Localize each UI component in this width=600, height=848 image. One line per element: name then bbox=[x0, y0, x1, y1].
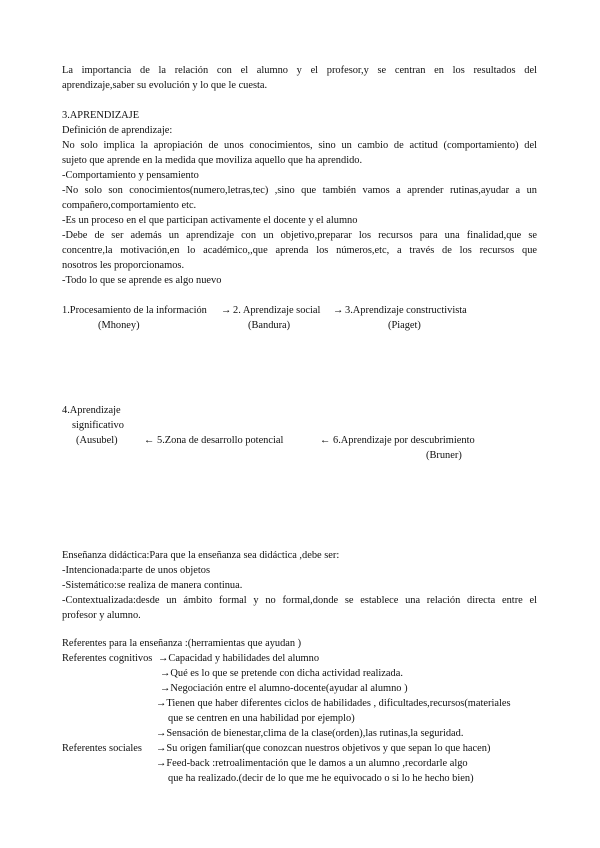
didactic-point-1: -Intencionada:parte de unos objetos bbox=[62, 565, 211, 576]
definition-line-5a: -Debe de ser además un aprendizaje con un objetivo,preparar los recursos para una finalidad,que se bbox=[62, 230, 537, 241]
didactic-intro: Enseñanza didáctica:Para que la enseñanza sea didáctica ,debe ser: bbox=[62, 550, 340, 561]
social-referents-label: Referentes sociales bbox=[62, 743, 142, 754]
arrow-left-icon: ← bbox=[320, 435, 331, 446]
section-heading: 3.APRENDIZAJE bbox=[62, 110, 140, 121]
theory-2-author: (Bandura) bbox=[248, 320, 291, 331]
theory-5-label: 5.Zona de desarrollo potencial bbox=[157, 435, 284, 446]
intro-line-1: La importancia de la relación con el alumno y el profesor,y se centran en los resultados del bbox=[62, 65, 537, 76]
arrow-left-icon: ← bbox=[144, 435, 155, 446]
theory-2-label: 2. Aprendizaje social bbox=[233, 305, 321, 316]
definition-line-1b: sujeto que aprende en la medida que moviliza aquello que ha aprendido. bbox=[62, 155, 363, 166]
referents-heading: Referentes para la enseñanza :(herramientas que ayudan ) bbox=[62, 638, 302, 649]
cognitive-item-3: →Negociación entre el alumno-docente(ayudar al alumno ) bbox=[160, 683, 408, 694]
theory-4-label-cont: significativo bbox=[72, 420, 124, 431]
definition-line-5b: concentre,la motivación,en lo académico,,que aprenda los números,etc, a través de los recursos que bbox=[62, 245, 537, 256]
social-item-2b: que ha realizado.(decir de lo que me he equivocado o si lo he hecho bien) bbox=[168, 773, 474, 784]
cognitive-referents-label: Referentes cognitivos bbox=[62, 653, 153, 664]
theory-3-author: (Piaget) bbox=[388, 320, 421, 331]
definition-line-4: -Es un proceso en el que participan activamente el docente y el alumno bbox=[62, 215, 358, 226]
cognitive-item-2: →Qué es lo que se pretende con dicha actividad realizada. bbox=[160, 668, 403, 679]
definition-label: Definición de aprendizaje: bbox=[62, 125, 173, 136]
intro-line-2: aprendizaje,saber su evolución y lo que le cuesta. bbox=[62, 80, 268, 91]
cognitive-item-1: →Capacidad y habilidades del alumno bbox=[158, 653, 320, 664]
didactic-point-3a: -Contextualizada:desde un ámbito formal y no formal,donde se establece una relación directa entre el bbox=[62, 595, 537, 606]
definition-line-3b: compañero,comportamiento etc. bbox=[62, 200, 197, 211]
definition-line-2: -Comportamiento y pensamiento bbox=[62, 170, 199, 181]
definition-line-1a: No solo implica la apropiación de unos conocimientos, sino un cambio de actitud (comportamiento) del bbox=[62, 140, 537, 151]
theory-6-author: (Bruner) bbox=[426, 450, 462, 461]
definition-line-5c: nosotros les proporcionamos. bbox=[62, 260, 185, 271]
theory-6-label: 6.Aprendizaje por descubrimiento bbox=[333, 435, 475, 446]
arrow-right-icon: → bbox=[333, 305, 344, 316]
theory-4-author: (Ausubel) bbox=[76, 435, 118, 446]
theory-1-label: 1.Procesamiento de la información bbox=[62, 305, 207, 316]
theory-1-author: (Mhoney) bbox=[98, 320, 140, 331]
didactic-point-2: -Sistemático:se realiza de manera continua. bbox=[62, 580, 243, 591]
theory-3-label: 3.Aprendizaje constructivista bbox=[345, 305, 467, 316]
social-item-2a: →Feed-back :retroalimentación que le damos a un alumno ,recordarle algo bbox=[156, 758, 468, 769]
definition-line-3a: -No solo son conocimientos(numero,letras,tec) ,sino que también vamos a aprender rutinas,ayudar a un bbox=[62, 185, 537, 196]
cognitive-item-5: →Sensación de bienestar,clima de la clase(orden),las rutinas,la seguridad. bbox=[156, 728, 464, 739]
theory-4-label: 4.Aprendizaje bbox=[62, 405, 121, 416]
cognitive-item-4a: →Tienen que haber diferentes ciclos de habilidades , dificultades,recursos(materiales bbox=[156, 698, 511, 709]
cognitive-item-4b: que se centren en una habilidad por ejemplo) bbox=[168, 713, 355, 724]
arrow-right-icon: → bbox=[221, 305, 232, 316]
didactic-point-3b: profesor y alumno. bbox=[62, 610, 141, 621]
social-item-1: →Su origen familiar(que conozcan nuestros objetivos y que sepan lo que hacen) bbox=[156, 743, 491, 754]
definition-line-6: -Todo lo que se aprende es algo nuevo bbox=[62, 275, 222, 286]
